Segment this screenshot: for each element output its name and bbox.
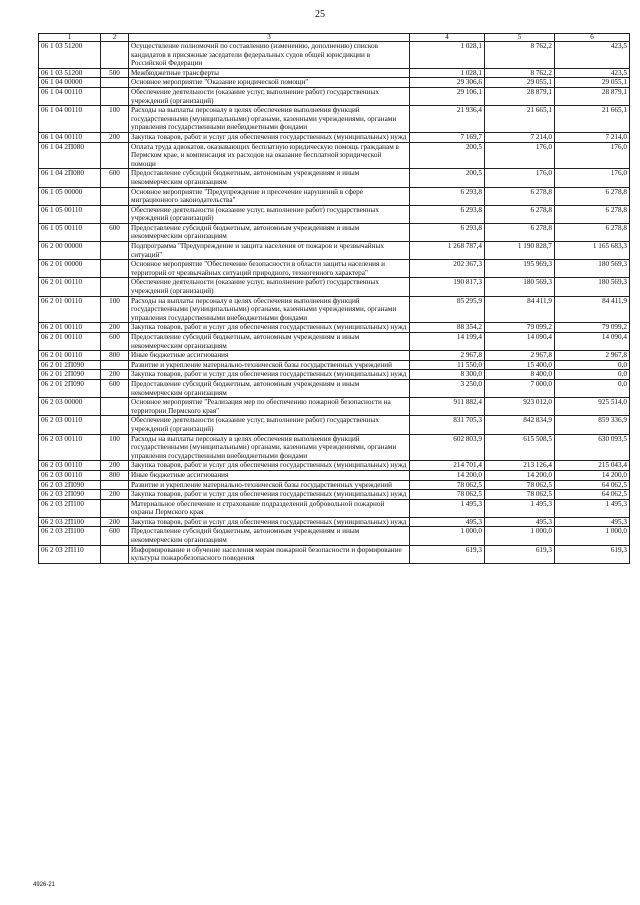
target-article-code: 06 2 03 2П100 [39, 517, 101, 527]
table-row [39, 461, 630, 471]
expense-type-code [101, 545, 129, 563]
target-article-code: 06 2 01 00110 [39, 323, 101, 333]
expense-type-code: 200 [101, 490, 129, 500]
amount-year-2: 8 400,0 [485, 370, 555, 380]
amount-year-2: 6 278,8 [485, 205, 555, 223]
amount-year-3: 1 000,0 [555, 527, 630, 545]
table-row [39, 278, 630, 296]
target-article-code: 06 1 04 00000 [39, 78, 101, 88]
amount-year-1: 8 300,0 [410, 370, 485, 380]
expense-type-code: 100 [101, 296, 129, 323]
amount-year-3: 215 043,4 [555, 461, 630, 471]
amount-year-3: 0,0 [555, 379, 630, 397]
target-article-code: 06 2 01 2П090 [39, 370, 101, 380]
expense-type-code: 800 [101, 470, 129, 480]
expense-name: Развитие и укрепление материально-технической базы государственных учреждений [129, 360, 410, 370]
amount-year-2: 615 508,5 [485, 434, 555, 461]
expense-name: Основное мероприятие "Реализация мер по обеспечению пожарной безопасности на территории Пермского края" [129, 398, 410, 416]
column-number: 4 [410, 34, 485, 42]
target-article-code: 06 2 03 2П100 [39, 527, 101, 545]
amount-year-2: 2 967,8 [485, 351, 555, 361]
expense-name: Подпрограмма "Предупреждение и защита населения от пожаров и чрезвычайных ситуаций" [129, 242, 410, 260]
budget-table [38, 33, 630, 564]
amount-year-2: 14 090,4 [485, 333, 555, 351]
expense-name: Обеспечение деятельности (оказание услуг, выполнение работ) государственных учреждений (организаций) [129, 416, 410, 434]
amount-year-2: 79 099,2 [485, 323, 555, 333]
target-article-code: 06 2 03 00000 [39, 398, 101, 416]
target-article-code: 06 1 03 51200 [39, 68, 101, 78]
expense-name: Информирование и обучение населения мерам пожарной безопасности и формирование культуры пожаробезопасного поведения [129, 545, 410, 563]
expense-name: Иные бюджетные ассигнования [129, 470, 410, 480]
amount-year-1: 6 293,8 [410, 187, 485, 205]
amount-year-2: 8 762,2 [485, 68, 555, 78]
amount-year-3: 79 099,2 [555, 323, 630, 333]
amount-year-2: 1 000,0 [485, 527, 555, 545]
table-row [39, 517, 630, 527]
target-article-code: 06 1 03 51200 [39, 42, 101, 69]
expense-name: Расходы на выплаты персоналу в целях обеспечения выполнения функций государственными (муниципальными) органами, казенными учреждениями, органами управления государственными внебюджетными фондами [129, 434, 410, 461]
table-row [39, 260, 630, 278]
table-row [39, 480, 630, 490]
expense-type-code: 100 [101, 434, 129, 461]
expense-name: Предоставление субсидий бюджетным, автономным учреждениям и иным некоммерческим организациям [129, 379, 410, 397]
expense-name: Оплата труда адвокатов, оказывающих бесплатную юридическую помощь гражданам в Пермском крае, и компенсация их расходов на оказание бесплатной юридической помощи [129, 142, 410, 169]
amount-year-1: 14 200,0 [410, 470, 485, 480]
amount-year-1: 2 967,8 [410, 351, 485, 361]
expense-type-code [101, 360, 129, 370]
expense-type-code: 600 [101, 333, 129, 351]
expense-type-code [101, 87, 129, 105]
amount-year-2: 15 400,0 [485, 360, 555, 370]
expense-name: Закупка товаров, работ и услуг для обеспечения государственных (муниципальных) нужд [129, 323, 410, 333]
amount-year-2: 78 062,5 [485, 480, 555, 490]
table-row [39, 106, 630, 133]
amount-year-1: 29 306,6 [410, 78, 485, 88]
expense-name: Иные бюджетные ассигнования [129, 351, 410, 361]
target-article-code: 06 2 01 2П090 [39, 379, 101, 397]
amount-year-1: 6 293,8 [410, 223, 485, 241]
table-row [39, 142, 630, 169]
target-article-code: 06 1 04 00110 [39, 106, 101, 133]
target-article-code: 06 2 01 00110 [39, 278, 101, 296]
expense-type-code: 800 [101, 351, 129, 361]
amount-year-2: 842 834,9 [485, 416, 555, 434]
amount-year-1: 78 062,5 [410, 480, 485, 490]
amount-year-3: 14 090,4 [555, 333, 630, 351]
amount-year-1: 14 199,4 [410, 333, 485, 351]
target-article-code: 06 2 01 00110 [39, 296, 101, 323]
target-article-code: 06 2 00 00000 [39, 242, 101, 260]
amount-year-1: 200,5 [410, 169, 485, 187]
table-row [39, 360, 630, 370]
expense-type-code [101, 187, 129, 205]
amount-year-2: 213 126,4 [485, 461, 555, 471]
expense-type-code [101, 278, 129, 296]
table-row [39, 296, 630, 323]
expense-type-code [101, 78, 129, 88]
amount-year-1: 6 293,8 [410, 205, 485, 223]
amount-year-2: 195 969,3 [485, 260, 555, 278]
amount-year-3: 1 165 683,3 [555, 242, 630, 260]
expense-type-code [101, 480, 129, 490]
amount-year-1: 495,3 [410, 517, 485, 527]
expense-type-code: 200 [101, 132, 129, 142]
expense-name: Обеспечение деятельности (оказание услуг, выполнение работ) государственных учреждений (организаций) [129, 87, 410, 105]
table-row [39, 351, 630, 361]
amount-year-3: 21 665,1 [555, 106, 630, 133]
amount-year-1: 619,3 [410, 545, 485, 563]
amount-year-3: 925 514,0 [555, 398, 630, 416]
expense-type-code [101, 499, 129, 517]
table-row [39, 470, 630, 480]
amount-year-1: 190 817,3 [410, 278, 485, 296]
amount-year-3: 176,0 [555, 169, 630, 187]
amount-year-2: 1 190 828,7 [485, 242, 555, 260]
amount-year-3: 423,5 [555, 42, 630, 69]
target-article-code: 06 1 05 00000 [39, 187, 101, 205]
amount-year-1: 1 268 787,4 [410, 242, 485, 260]
amount-year-1: 7 169,7 [410, 132, 485, 142]
expense-name: Обеспечение деятельности (оказание услуг, выполнение работ) государственных учреждений (организаций) [129, 205, 410, 223]
column-number: 6 [555, 34, 630, 42]
amount-year-3: 0,0 [555, 370, 630, 380]
target-article-code: 06 2 03 00110 [39, 434, 101, 461]
expense-name: Расходы на выплаты персоналу в целях обеспечения выполнения функций государственными (муниципальными) органами, казенными учреждениями, органами управления государственными внебюджетными фондами [129, 106, 410, 133]
amount-year-3: 64 062,5 [555, 480, 630, 490]
table-row [39, 242, 630, 260]
table-row [39, 323, 630, 333]
column-number: 3 [129, 34, 410, 42]
expense-type-code: 200 [101, 461, 129, 471]
expense-name: Обеспечение деятельности (оказание услуг, выполнение работ) государственных учреждений (организаций) [129, 278, 410, 296]
amount-year-2: 21 665,1 [485, 106, 555, 133]
expense-name: Закупка товаров, работ и услуг для обеспечения государственных (муниципальных) нужд [129, 490, 410, 500]
amount-year-1: 1 000,0 [410, 527, 485, 545]
amount-year-2: 923 012,0 [485, 398, 555, 416]
amount-year-3: 1 495,3 [555, 499, 630, 517]
expense-type-code [101, 416, 129, 434]
expense-type-code: 500 [101, 68, 129, 78]
amount-year-3: 28 879,1 [555, 87, 630, 105]
expense-name: Основное мероприятие "Обеспечение безопасности в области защиты населения и территорий от чрезвычайных ситуаций природного, техногенного характера" [129, 260, 410, 278]
expense-type-code [101, 42, 129, 69]
expense-name: Закупка товаров, работ и услуг для обеспечения государственных (муниципальных) нужд [129, 132, 410, 142]
target-article-code: 06 1 05 00110 [39, 205, 101, 223]
table-row [39, 87, 630, 105]
expense-type-code [101, 205, 129, 223]
amount-year-1: 88 354,2 [410, 323, 485, 333]
amount-year-3: 6 278,8 [555, 205, 630, 223]
table-row [39, 490, 630, 500]
amount-year-1: 1 028,1 [410, 42, 485, 69]
column-number: 5 [485, 34, 555, 42]
amount-year-3: 64 062,5 [555, 490, 630, 500]
amount-year-3: 495,3 [555, 517, 630, 527]
amount-year-3: 14 200,0 [555, 470, 630, 480]
amount-year-3: 630 093,5 [555, 434, 630, 461]
expense-name: Закупка товаров, работ и услуг для обеспечения государственных (муниципальных) нужд [129, 517, 410, 527]
expense-name: Предоставление субсидий бюджетным, автономным учреждениям и иным некоммерческим организациям [129, 169, 410, 187]
expense-type-code: 600 [101, 169, 129, 187]
expense-name: Закупка товаров, работ и услуг для обеспечения государственных (муниципальных) нужд [129, 461, 410, 471]
target-article-code: 06 2 01 00110 [39, 351, 101, 361]
amount-year-3: 176,0 [555, 142, 630, 169]
amount-year-2: 495,3 [485, 517, 555, 527]
amount-year-1: 1 495,3 [410, 499, 485, 517]
target-article-code: 06 2 03 2П090 [39, 490, 101, 500]
amount-year-1: 3 250,0 [410, 379, 485, 397]
expense-name: Развитие и укрепление материально-технической базы государственных учреждений [129, 480, 410, 490]
table-row [39, 370, 630, 380]
table-row [39, 187, 630, 205]
expense-type-code: 600 [101, 223, 129, 241]
target-article-code: 06 2 03 00110 [39, 461, 101, 471]
amount-year-3: 619,3 [555, 545, 630, 563]
amount-year-3: 180 569,3 [555, 260, 630, 278]
table-row [39, 379, 630, 397]
amount-year-3: 6 278,8 [555, 187, 630, 205]
expense-type-code [101, 398, 129, 416]
target-article-code: 06 1 04 00110 [39, 132, 101, 142]
table-row [39, 78, 630, 88]
expense-name: Расходы на выплаты персоналу в целях обеспечения выполнения функций государственными (муниципальными) органами, казенными учреждениями, органами управления государственными внебюджетными фондами [129, 296, 410, 323]
expense-name: Закупка товаров, работ и услуг для обеспечения государственных (муниципальных) нужд [129, 370, 410, 380]
amount-year-3: 29 055,1 [555, 78, 630, 88]
amount-year-2: 7 214,0 [485, 132, 555, 142]
expense-type-code [101, 242, 129, 260]
expense-type-code: 100 [101, 106, 129, 133]
expense-name: Материальное обеспечение и страхование подразделений добровольной пожарной охраны Пермского края [129, 499, 410, 517]
amount-year-3: 84 411,9 [555, 296, 630, 323]
target-article-code: 06 1 04 2П080 [39, 169, 101, 187]
table-row [39, 434, 630, 461]
amount-year-3: 0,0 [555, 360, 630, 370]
amount-year-2: 78 062,5 [485, 490, 555, 500]
expense-type-code: 600 [101, 379, 129, 397]
amount-year-1: 11 550,0 [410, 360, 485, 370]
amount-year-1: 21 936,4 [410, 106, 485, 133]
expense-name: Предоставление субсидий бюджетным, автономным учреждениям и иным некоммерческим организациям [129, 333, 410, 351]
amount-year-2: 176,0 [485, 142, 555, 169]
amount-year-3: 423,5 [555, 68, 630, 78]
expense-name: Предоставление субсидий бюджетным, автономным учреждениям и иным некоммерческим организациям [129, 527, 410, 545]
amount-year-1: 214 701,4 [410, 461, 485, 471]
table-row [39, 499, 630, 517]
table-row [39, 333, 630, 351]
expense-type-code: 200 [101, 323, 129, 333]
amount-year-2: 8 762,2 [485, 42, 555, 69]
amount-year-2: 14 200,0 [485, 470, 555, 480]
column-number: 1 [39, 34, 101, 42]
expense-name: Предоставление субсидий бюджетным, автономным учреждениям и иным некоммерческим организациям [129, 223, 410, 241]
amount-year-2: 28 879,1 [485, 87, 555, 105]
expense-name: Межбюджетные трансферты [129, 68, 410, 78]
budget-table-body [39, 34, 630, 564]
expense-type-code: 600 [101, 527, 129, 545]
amount-year-1: 85 295,9 [410, 296, 485, 323]
table-row [39, 169, 630, 187]
amount-year-2: 7 000,0 [485, 379, 555, 397]
amount-year-1: 200,5 [410, 142, 485, 169]
amount-year-3: 2 967,8 [555, 351, 630, 361]
target-article-code: 06 2 01 2П090 [39, 360, 101, 370]
target-article-code: 06 2 03 2П110 [39, 545, 101, 563]
amount-year-3: 180 569,3 [555, 278, 630, 296]
target-article-code: 06 1 04 2П080 [39, 142, 101, 169]
amount-year-3: 859 336,9 [555, 416, 630, 434]
amount-year-1: 1 028,1 [410, 68, 485, 78]
amount-year-2: 6 278,8 [485, 223, 555, 241]
expense-type-code [101, 142, 129, 169]
target-article-code: 06 2 03 2П100 [39, 499, 101, 517]
amount-year-2: 29 055,1 [485, 78, 555, 88]
amount-year-1: 831 705,3 [410, 416, 485, 434]
amount-year-1: 29 106,1 [410, 87, 485, 105]
amount-year-3: 6 278,8 [555, 223, 630, 241]
table-row [39, 205, 630, 223]
target-article-code: 06 2 01 00110 [39, 333, 101, 351]
amount-year-1: 602 803,9 [410, 434, 485, 461]
target-article-code: 06 2 03 00110 [39, 416, 101, 434]
table-row [39, 223, 630, 241]
expense-name: Основное мероприятие "Предупреждение и пресечение нарушений в сфере миграционного законодательства" [129, 187, 410, 205]
amount-year-2: 180 569,3 [485, 278, 555, 296]
target-article-code: 06 1 05 00110 [39, 223, 101, 241]
amount-year-2: 6 278,8 [485, 187, 555, 205]
expense-type-code: 200 [101, 370, 129, 380]
expense-type-code: 200 [101, 517, 129, 527]
expense-name: Осуществление полномочий по составлению (изменению, дополнению) списков кандидатов в присяжные заседатели федеральных судов общей юрисдикции в Российской Федерации [129, 42, 410, 69]
amount-year-1: 78 062,5 [410, 490, 485, 500]
amount-year-3: 7 214,0 [555, 132, 630, 142]
amount-year-2: 176,0 [485, 169, 555, 187]
table-row [39, 132, 630, 142]
target-article-code: 06 1 04 00110 [39, 87, 101, 105]
target-article-code: 06 2 03 2П090 [39, 480, 101, 490]
expense-type-code [101, 260, 129, 278]
amount-year-1: 202 367,3 [410, 260, 485, 278]
footer-code: 4926-21 [33, 882, 56, 888]
table-row [39, 68, 630, 78]
column-number-row [39, 34, 630, 42]
table-row [39, 545, 630, 563]
table-row [39, 398, 630, 416]
page-number: 25 [315, 9, 325, 20]
amount-year-1: 911 882,4 [410, 398, 485, 416]
table-row [39, 416, 630, 434]
target-article-code: 06 2 01 00000 [39, 260, 101, 278]
amount-year-2: 619,3 [485, 545, 555, 563]
table-row [39, 42, 630, 69]
amount-year-2: 1 495,3 [485, 499, 555, 517]
column-number: 2 [101, 34, 129, 42]
amount-year-2: 84 411,9 [485, 296, 555, 323]
table-row [39, 527, 630, 545]
expense-name: Основное мероприятие "Оказание юридической помощи" [129, 78, 410, 88]
target-article-code: 06 2 03 00110 [39, 470, 101, 480]
